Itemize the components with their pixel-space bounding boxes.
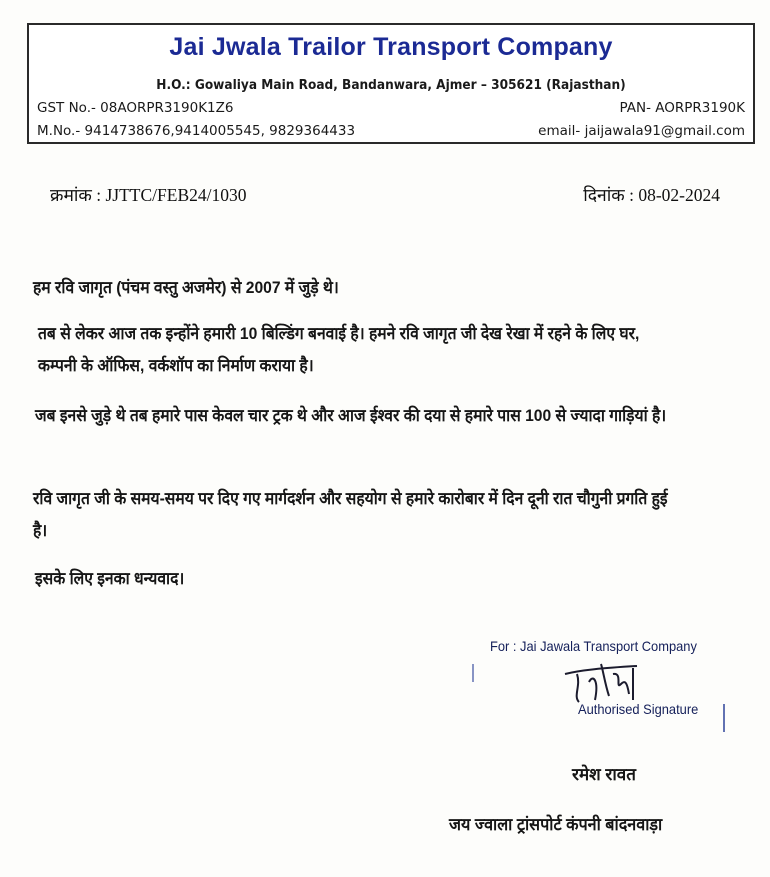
letterhead <box>27 23 755 144</box>
reference-number: क्रमांक : JJTTC/FEB24/1030 <box>50 185 247 205</box>
authorised-signature-label: Authorised Signature <box>578 701 699 717</box>
body-paragraph: हम रवि जागृत (पंचम वस्तु अजमेर) से 2007 में जुड़े थे। <box>33 278 339 297</box>
letterhead-row-contact <box>37 123 745 139</box>
body-paragraph: तब से लेकर आज तक इन्होंने हमारी 10 बिल्डिंग बनवाई है। हमने रवि जागृत जी देख रेखा में रहने के लिए घर, कम्पनी के ऑफिस, वर्कशॉप का निर्माण कराया है। <box>38 324 640 375</box>
signer-name: रमेश रावत <box>572 765 636 784</box>
signer-organisation: जय ज्वाला ट्रांसपोर्ट कंपनी बांदनवाड़ा <box>449 815 663 834</box>
handwritten-signature-icon <box>563 660 643 706</box>
stamp-border-mark <box>723 704 725 732</box>
reference-row <box>50 183 720 207</box>
gst-number: GST No.- 08AORPR3190K1Z6 <box>37 100 234 116</box>
mobile-numbers: M.No.- 9414738676,9414005545, 9829364433 <box>37 123 356 139</box>
pan-number: PAN- AORPR3190K <box>619 100 745 116</box>
stamp-border-mark <box>472 664 474 682</box>
body-paragraph: जब इनसे जुड़े थे तब हमारे पास केवल चार ट्रक थे और आज ईश्वर की दया से हमारे पास 100 से ज्यादा गाड़ियां है। <box>35 406 667 425</box>
company-address: H.O.: Gowaliya Main Road, Bandanwara, Ajmer – 305621 (Rajasthan) <box>156 77 626 93</box>
company-name: Jai Jwala Trailor Transport Company <box>169 33 613 61</box>
email-address: email- jaijawala91@gmail.com <box>538 123 745 139</box>
stamp-company-line: For : Jai Jawala Transport Company <box>490 638 697 654</box>
letter-date: दिनांक : 08-02-2024 <box>583 185 720 205</box>
body-paragraph: इसके लिए इनका धन्यवाद। <box>35 569 185 588</box>
body-paragraph: रवि जागृत जी के समय-समय पर दिए गए मार्गदर्शन और सहयोग से हमारे कारोबार में दिन दूनी रात चौगुनी प्रगति हुई है। <box>33 489 668 540</box>
letterhead-row-tax <box>37 100 745 116</box>
